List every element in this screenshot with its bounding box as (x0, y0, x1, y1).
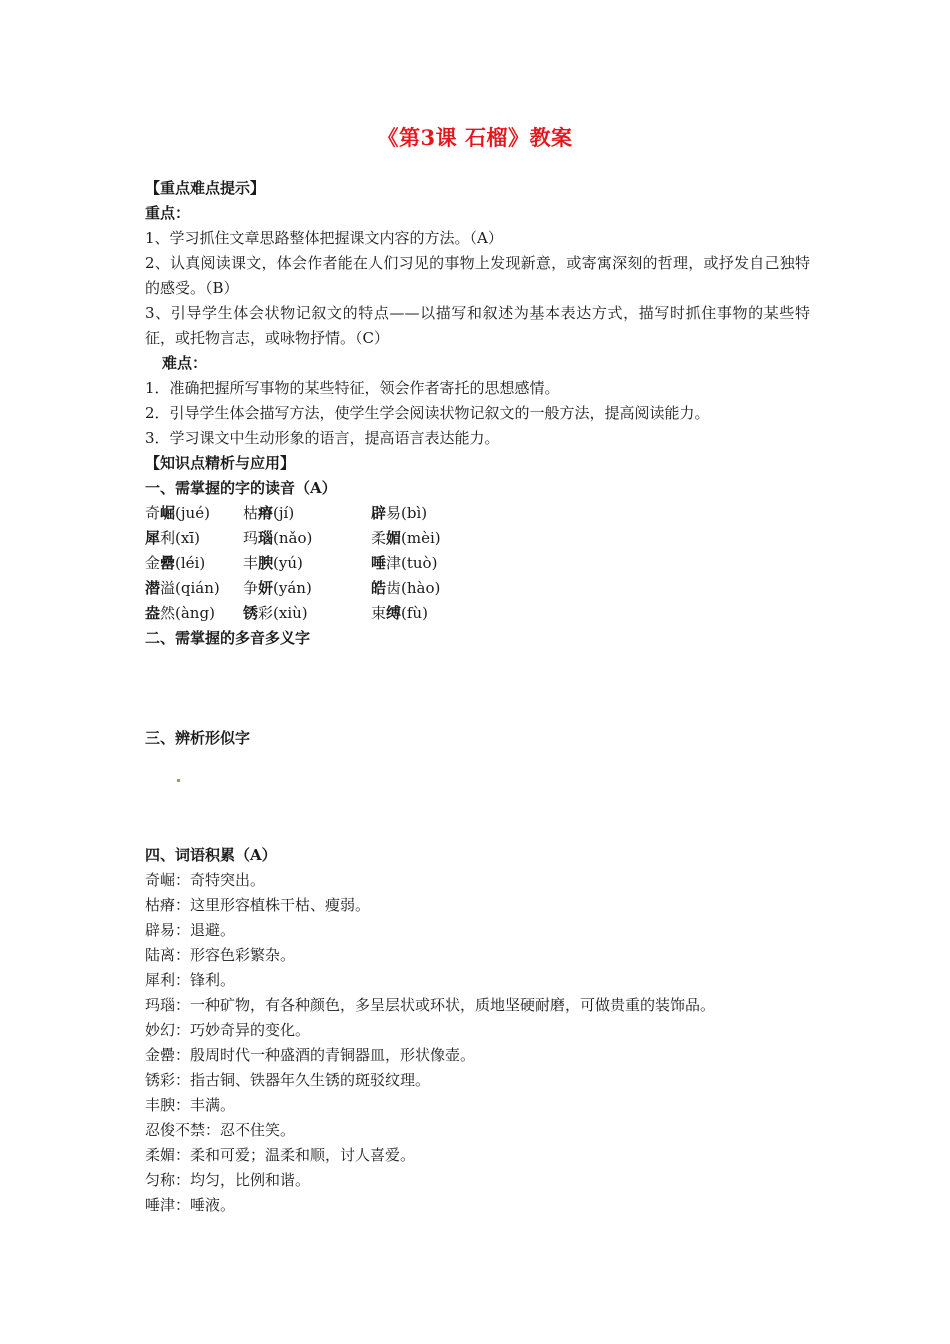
reading-item: 金罍(léi) (145, 554, 206, 572)
reading-item: 奇崛(jué) (145, 504, 210, 522)
reading-row (145, 526, 810, 551)
zhongdian-item-1: 1、学习抓住文章思路整体把握课文内容的方法。（A） (145, 229, 503, 247)
vocabulary-item: 枯瘠：这里形容植株干枯、瘦弱。 (145, 896, 371, 914)
reading-item: 争妍(yán) (243, 579, 312, 597)
vocabulary-item: 犀利：锋利。 (145, 971, 236, 989)
reading-item: 唾津(tuò) (371, 554, 438, 572)
vocabulary-item: 丰腴：丰满。 (145, 1096, 236, 1114)
subheading-similar-chars: 三、辨析形似字 (145, 729, 251, 747)
vocabulary-item: 柔媚：柔和可爱；温柔和顺，讨人喜爱。 (145, 1146, 416, 1164)
vocabulary-item: 玛瑙：一种矿物，有各种颜色，多呈层状或环状，质地坚硬耐磨，可做贵重的装饰品。 (145, 996, 716, 1014)
vocabulary-item: 妙幻：巧妙奇异的变化。 (145, 1021, 311, 1039)
reading-row (145, 601, 810, 626)
vocabulary-item: 陆离：形容色彩繁杂。 (145, 946, 296, 964)
subheading-vocabulary: 四、词语积累（A） (145, 846, 277, 864)
reading-item: 束缚(fù) (371, 604, 428, 622)
reading-item: 玛瑙(nǎo) (243, 529, 313, 547)
vocabulary-item: 唾津：唾液。 (145, 1196, 236, 1214)
subheading-readings: 一、需掌握的字的读音（A） (145, 479, 337, 497)
vocabulary-item: 忍俊不禁：忍不住笑。 (145, 1121, 296, 1139)
nandian-item-3: 3．学习课文中生动形象的语言，提高语言表达能力。 (145, 429, 500, 447)
zhongdian-item-3: 3、引导学生体会状物记叙文的特点——以描写和叙述为基本表达方式，描写时抓住事物的某些特征，或托物言志，或咏物抒情。（C） (145, 304, 810, 347)
reading-item: 枯瘠(jí) (243, 504, 295, 522)
nandian-item-2: 2．引导学生体会描写方法，使学生学会阅读状物记叙文的一般方法，提高阅读能力。 (145, 404, 710, 422)
reading-item: 锈彩(xiù) (243, 604, 308, 622)
blank-space (145, 651, 810, 726)
document-body (145, 176, 810, 1218)
reading-item: 盎然(àng) (145, 604, 215, 622)
reading-item: 皓齿(hào) (371, 579, 441, 597)
vocabulary-item: 匀称：均匀，比例和谐。 (145, 1171, 311, 1189)
reading-item: 辟易(bì) (371, 504, 428, 522)
reading-row (145, 576, 810, 601)
blank-space (145, 751, 810, 843)
section-heading-key-points: 【重点难点提示】 (145, 179, 266, 197)
reading-item: 丰腴(yú) (243, 554, 303, 572)
vocabulary-item: 锈彩：指古铜、铁器年久生锈的斑驳纹理。 (145, 1071, 431, 1089)
vocabulary-item: 奇崛：奇特突出。 (145, 871, 266, 889)
label-zhongdian: 重点： (145, 204, 191, 222)
vocabulary-item: 金罍：殷周时代一种盛酒的青铜器皿，形状像壶。 (145, 1046, 476, 1064)
section-heading-knowledge: 【知识点精析与应用】 (145, 454, 296, 472)
nandian-item-1: 1．准确把握所写事物的某些特征，领会作者寄托的思想感情。 (145, 379, 560, 397)
reading-item: 柔媚(mèi) (371, 529, 441, 547)
reading-item: 潜溢(qián) (145, 579, 220, 597)
reading-row (145, 551, 810, 576)
page-title: 《第3课 石榴》教案 (377, 125, 573, 150)
readings-table (145, 501, 810, 626)
zhongdian-item-2: 2、认真阅读课文，体会作者能在人们习见的事物上发现新意，或寄寓深刻的哲理，或抒发自己独特的感受。（B） (145, 254, 810, 297)
reading-row (145, 501, 810, 526)
vocabulary-item: 辟易：退避。 (145, 921, 236, 939)
label-nandian: 难点： (162, 354, 208, 372)
subheading-polyphonic: 二、需掌握的多音多义字 (145, 629, 311, 647)
vocabulary-list (145, 868, 810, 1218)
stray-dot (177, 779, 180, 782)
reading-item: 犀利(xī) (145, 529, 200, 547)
